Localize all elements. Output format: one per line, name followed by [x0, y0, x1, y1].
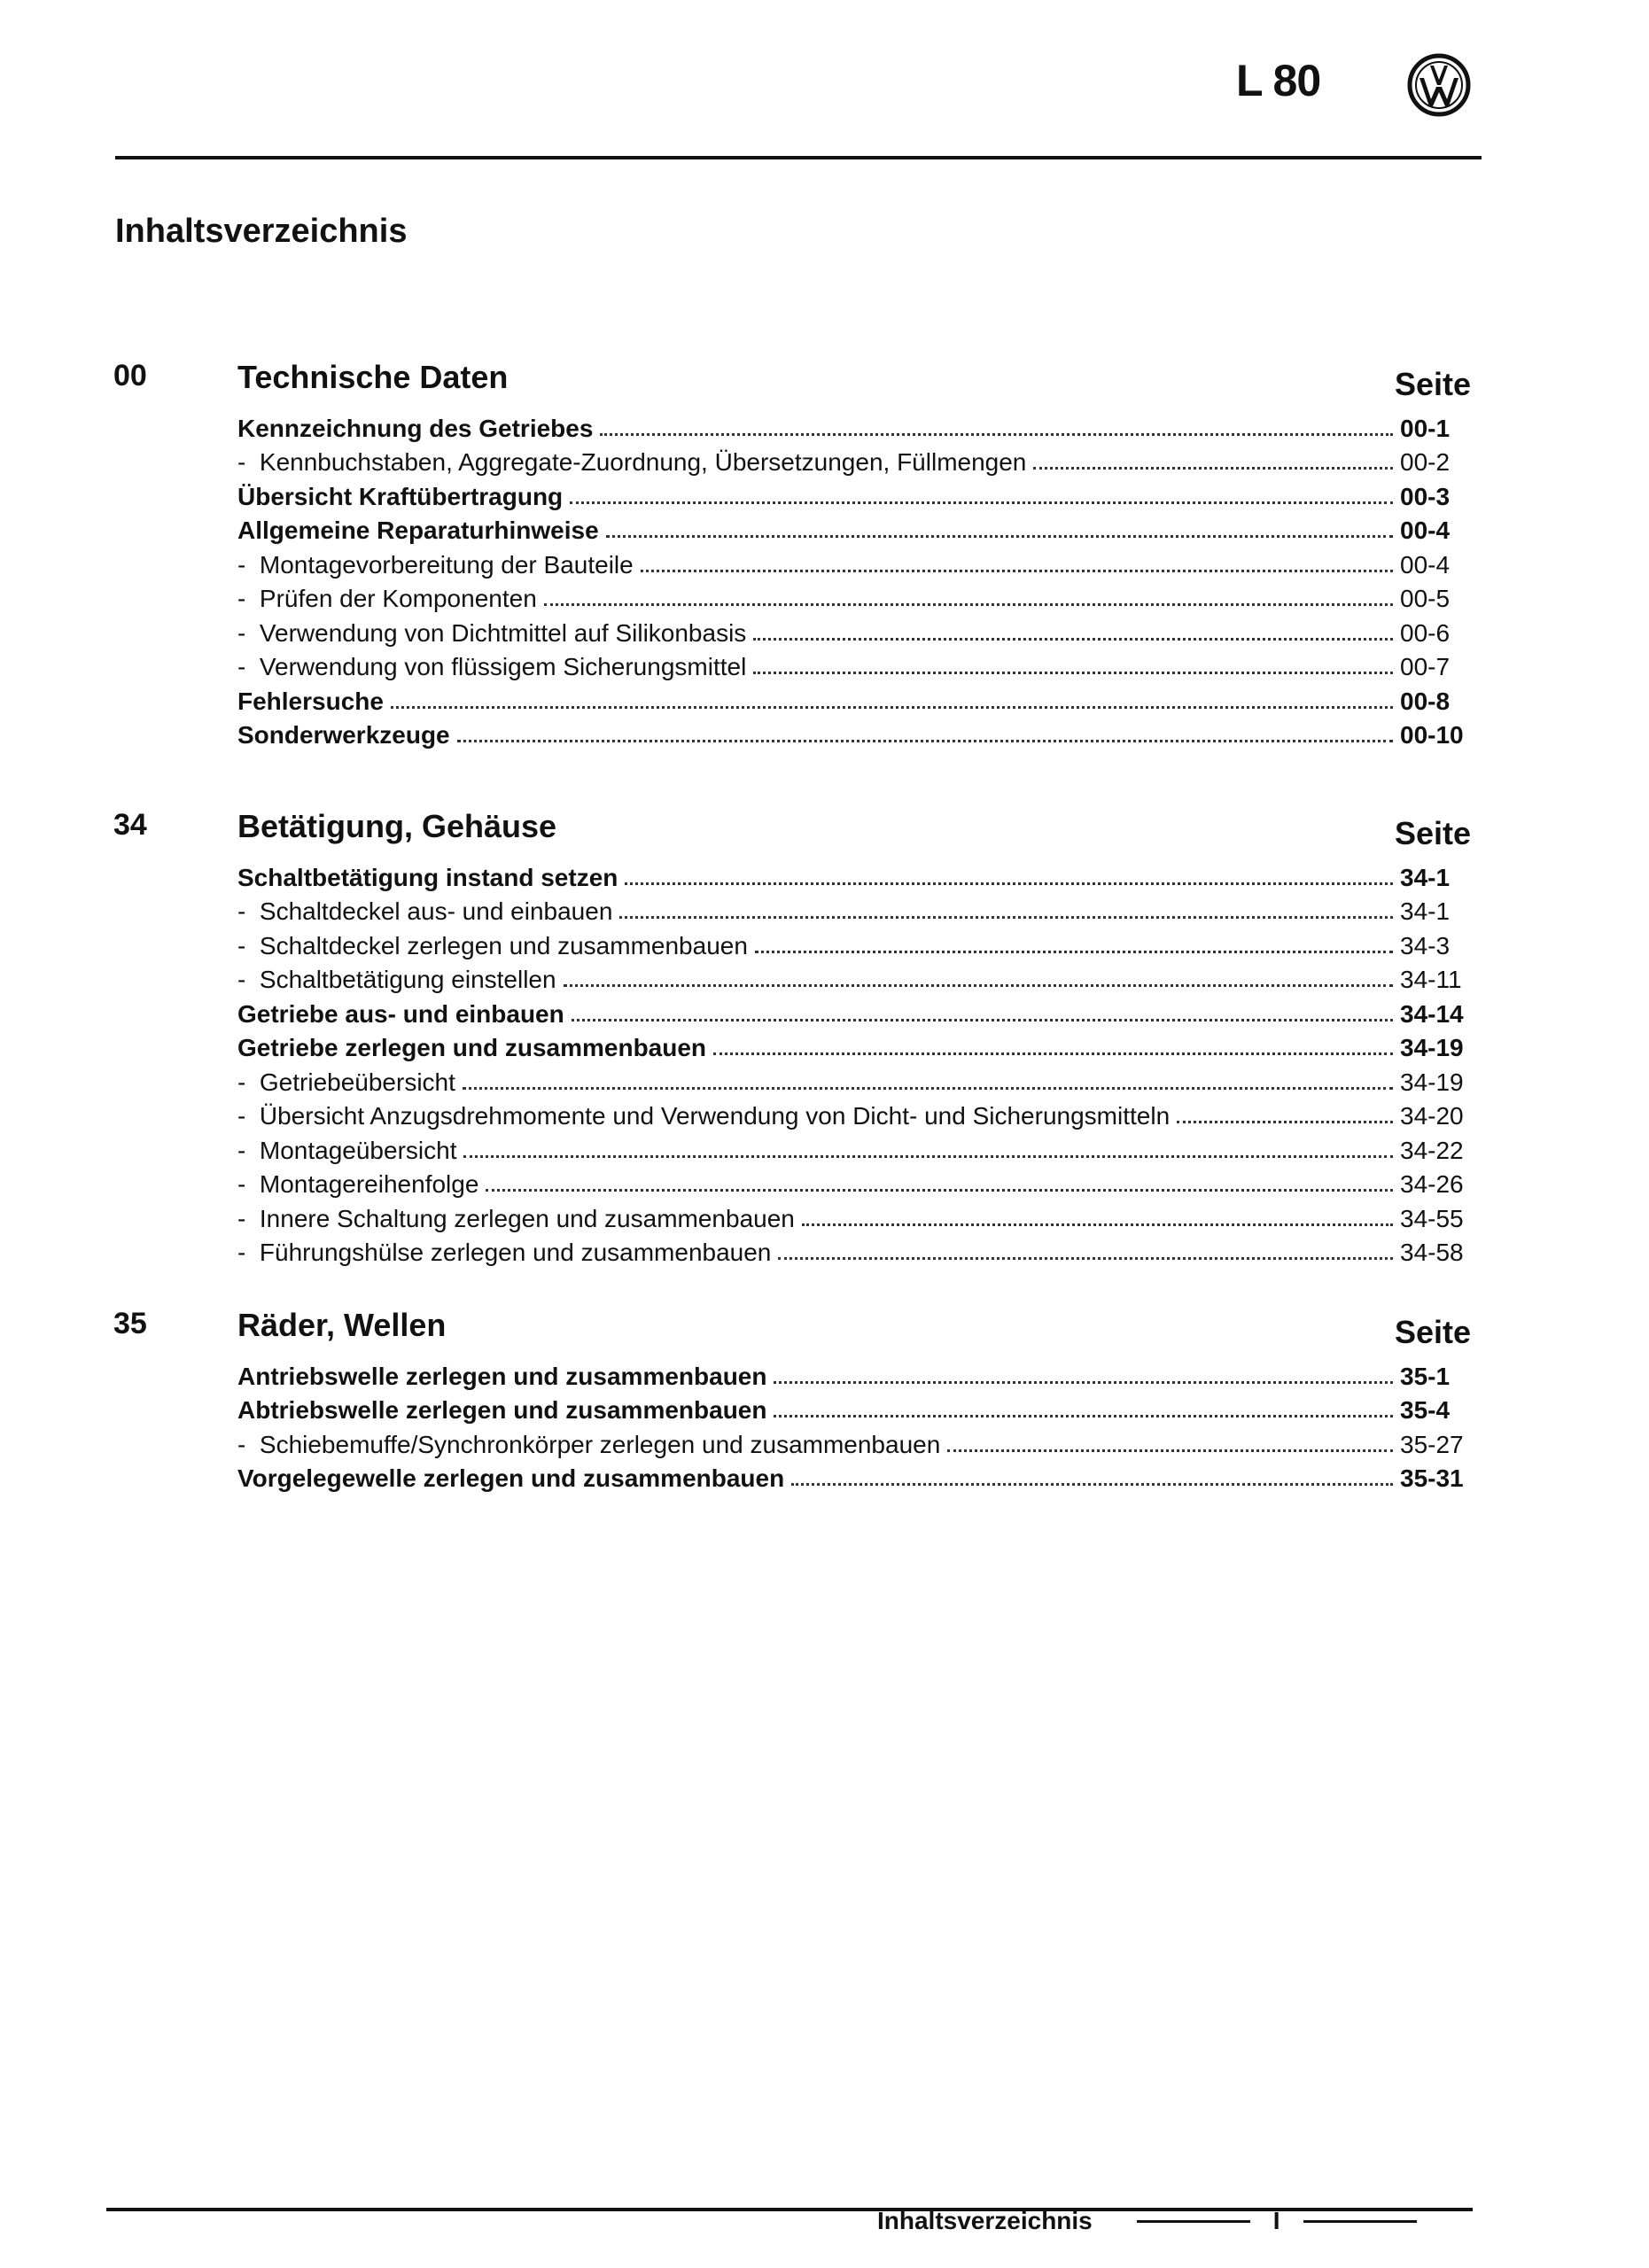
toc-entry-label: - Montagevorbereitung der Bauteile — [237, 553, 634, 578]
toc-entry-list — [237, 1355, 1471, 1491]
dot-leader — [619, 916, 1393, 919]
dot-leader — [755, 951, 1393, 953]
toc-entry[interactable] — [237, 992, 1471, 1027]
toc-entry-page: 35-27 — [1400, 1430, 1464, 1458]
toc-entry-page: 00-5 — [1400, 585, 1451, 612]
toc-subentry[interactable] — [237, 1163, 1471, 1198]
toc-subentry[interactable] — [237, 1423, 1471, 1457]
dot-leader — [947, 1449, 1393, 1452]
toc-entry[interactable] — [237, 1457, 1471, 1492]
dot-leader — [606, 535, 1393, 538]
page-title: Inhaltsverzeichnis — [115, 213, 408, 250]
toc-entry[interactable] — [237, 856, 1471, 890]
dot-leader — [463, 1155, 1393, 1158]
dot-leader — [753, 638, 1393, 641]
toc-entry[interactable] — [237, 509, 1471, 544]
footer-title: Inhaltsverzeichnis — [877, 2207, 1093, 2234]
toc-entry-page: 00-8 — [1400, 687, 1451, 715]
toc-section-35 — [113, 1307, 1471, 1491]
toc-entry-page: 34-26 — [1400, 1170, 1464, 1198]
toc-subentry[interactable] — [237, 543, 1471, 578]
toc-entry-label: Abtriebswelle zerlegen und zusammenbauen — [237, 1396, 767, 1424]
toc-entry[interactable] — [237, 1027, 1471, 1061]
toc-entry-page: 00-4 — [1400, 550, 1451, 579]
page-column-label: Seite — [1394, 366, 1471, 402]
footer-divider — [1137, 2220, 1250, 2223]
toc-entry-label: - Montagereihenfolge — [237, 1172, 478, 1197]
toc-entry-page: 35-4 — [1400, 1396, 1451, 1424]
toc-entry-page: 34-22 — [1400, 1136, 1464, 1164]
toc-entry-label: - Innere Schaltung zerlegen und zusammenbauen — [237, 1207, 795, 1231]
document-code: L 80 — [1236, 56, 1321, 105]
page-footer — [877, 2199, 1473, 2243]
toc-subentry[interactable] — [237, 1231, 1471, 1266]
dot-leader — [463, 1087, 1393, 1090]
dot-leader — [641, 570, 1393, 572]
toc-entry-page: 00-6 — [1400, 618, 1451, 647]
toc-subentry[interactable] — [237, 1060, 1471, 1095]
toc-entry-page: 34-19 — [1400, 1034, 1464, 1061]
dot-leader — [572, 1019, 1393, 1021]
section-number: 35 — [113, 1307, 147, 1340]
toc-entry[interactable] — [237, 714, 1471, 749]
toc-entry-label: - Montageübersicht — [237, 1138, 456, 1163]
toc-entry[interactable] — [237, 680, 1471, 714]
page-column-label: Seite — [1394, 1314, 1471, 1350]
dot-leader — [600, 433, 1393, 436]
toc-entry-label: Kennzeichnung des Getriebes — [237, 414, 594, 442]
toc-entry-label: Antriebswelle zerlegen und zusammenbauen — [237, 1362, 767, 1390]
toc-entry-page: 34-1 — [1400, 897, 1451, 925]
toc-entry-label: Getriebe zerlegen und zusammenbauen — [237, 1034, 707, 1061]
toc-entry-list — [237, 407, 1471, 748]
dot-leader — [625, 882, 1393, 885]
dot-leader — [1177, 1121, 1393, 1123]
dot-leader — [774, 1415, 1393, 1418]
dot-leader — [570, 501, 1393, 504]
dot-leader — [778, 1257, 1393, 1260]
toc-entry[interactable] — [237, 1389, 1471, 1424]
toc-subentry[interactable] — [237, 1095, 1471, 1130]
toc-entry-page: 00-3 — [1400, 482, 1451, 510]
page-column-label: Seite — [1394, 815, 1471, 851]
toc-entry[interactable] — [237, 475, 1471, 509]
toc-subentry[interactable] — [237, 578, 1471, 612]
toc-subentry[interactable] — [237, 611, 1471, 646]
vw-logo-icon — [1407, 53, 1471, 117]
toc-entry-label: Übersicht Kraftübertragung — [237, 482, 564, 510]
toc-subentry[interactable] — [237, 1129, 1471, 1163]
toc-section-00 — [113, 359, 1471, 748]
toc-entry-label: Sonderwerkzeuge — [237, 721, 450, 749]
toc-entry-label: - Kennbuchstaben, Aggregate-Zuordnung, Übersetzungen, Füllmengen — [237, 450, 1026, 475]
dot-leader — [713, 1052, 1393, 1055]
toc-entry-label: Getriebe aus- und einbauen — [237, 999, 564, 1028]
toc-entry-label: - Verwendung von Dichtmittel auf Silikonbasis — [237, 621, 746, 646]
section-number: 00 — [113, 359, 147, 392]
dot-leader — [753, 672, 1393, 674]
toc-entry-label: Allgemeine Reparaturhinweise — [237, 517, 599, 544]
toc-subentry[interactable] — [237, 441, 1471, 476]
toc-entry-label: Fehlersuche — [237, 687, 384, 715]
section-number: 34 — [113, 808, 147, 842]
toc-entry-label: - Führungshülse zerlegen und zusammenbauen — [237, 1240, 771, 1265]
toc-entry-label: - Schaltdeckel zerlegen und zusammenbauen — [237, 934, 748, 959]
toc-entry-label: Schaltbetätigung instand setzen — [237, 863, 618, 891]
toc-entry-page: 35-31 — [1400, 1464, 1464, 1492]
dot-leader — [564, 984, 1393, 987]
toc-entry-page: 00-2 — [1400, 448, 1451, 476]
toc-entry-label: - Prüfen der Komponenten — [237, 586, 537, 611]
toc-entry-page: 34-55 — [1400, 1204, 1464, 1232]
toc-entry-page: 34-19 — [1400, 1068, 1464, 1096]
toc-subentry[interactable] — [237, 1197, 1471, 1231]
toc-entry-page: 34-20 — [1400, 1102, 1464, 1130]
toc-entry-label: - Getriebeübersicht — [237, 1070, 455, 1095]
toc-entry[interactable] — [237, 1355, 1471, 1389]
toc-entry-list — [237, 856, 1471, 1265]
toc-entry-label: - Schaltbetätigung einstellen — [237, 967, 556, 992]
dot-leader — [391, 706, 1393, 709]
toc-subentry[interactable] — [237, 924, 1471, 959]
toc-entry-page: 35-1 — [1400, 1362, 1451, 1390]
dot-leader — [457, 740, 1393, 742]
toc-entry-page: 34-58 — [1400, 1239, 1464, 1266]
toc-entry-page: 34-3 — [1400, 931, 1451, 959]
toc-entry-label: Vorgelegewelle zerlegen und zusammenbauen — [237, 1464, 785, 1492]
toc-entry-page: 00-10 — [1400, 721, 1464, 749]
toc-entry-label: - Schiebemuffe/Synchronkörper zerlegen und zusammenbauen — [237, 1433, 940, 1457]
dot-leader — [544, 603, 1393, 606]
toc-entry-page: 34-14 — [1400, 999, 1464, 1028]
toc-entry-label: - Verwendung von flüssigem Sicherungsmittel — [237, 655, 746, 680]
section-title: Technische Daten — [237, 359, 509, 395]
footer-divider — [1303, 2220, 1417, 2223]
toc-entry-page: 00-7 — [1400, 653, 1451, 680]
toc-subentry[interactable] — [237, 959, 1471, 993]
header-rule — [115, 156, 1482, 159]
toc-subentry[interactable] — [237, 646, 1471, 680]
toc-entry-page: 00-4 — [1400, 517, 1451, 544]
section-title: Betätigung, Gehäuse — [237, 808, 557, 844]
dot-leader — [774, 1381, 1393, 1384]
dot-leader — [486, 1189, 1393, 1192]
toc-entry-page: 00-1 — [1400, 414, 1451, 442]
toc-section-34 — [113, 808, 1471, 1265]
toc-subentry[interactable] — [237, 890, 1471, 925]
dot-leader — [1033, 467, 1393, 470]
toc-entry-page: 34-1 — [1400, 863, 1451, 891]
toc-entry[interactable] — [237, 407, 1471, 441]
dot-leader — [791, 1483, 1393, 1486]
section-title: Räder, Wellen — [237, 1307, 447, 1343]
footer-page-number: I — [1272, 2207, 1280, 2234]
toc-entry-page: 34-11 — [1400, 966, 1462, 993]
dot-leader — [802, 1223, 1393, 1226]
toc-entry-label: - Schaltdeckel aus- und einbauen — [237, 899, 612, 924]
toc-entry-label: - Übersicht Anzugsdrehmomente und Verwendung von Dicht- und Sicherungsmitteln — [237, 1104, 1170, 1129]
